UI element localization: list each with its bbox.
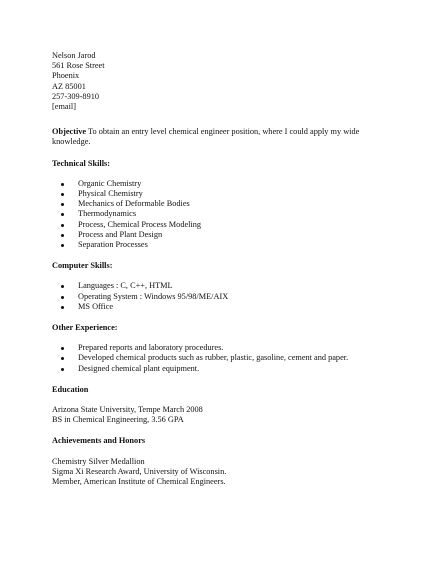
bullet-icon [61,368,64,371]
list-item: MS Office [52,302,392,312]
achievements-heading: Achievements and Honors [52,436,146,446]
bullet-icon [61,224,64,227]
list-item: Developed chemical products such as rubber, plastic, gasoline, cement and paper. [52,353,392,363]
resume-page [52,51,392,487]
bullet-icon [61,285,64,288]
list-item: Prepared reports and laboratory procedures. [52,343,392,353]
objective-label: Objective [52,127,87,137]
other-experience-heading: Other Experience: [52,323,118,333]
list-item: Languages : C, C++, HTML [52,281,392,291]
achievements-block [52,457,392,488]
list-item: Designed chemical plant equipment. [52,364,392,374]
achievement-line: Chemistry Silver Medallion [52,456,145,466]
bullet-icon [61,213,64,216]
objective-paragraph [52,127,392,147]
bullet-icon [61,193,64,196]
other-experience-list [52,343,392,374]
education-block [52,405,392,425]
bullet-icon [61,244,64,247]
bullet-icon [61,306,64,309]
list-item: Physical Chemistry [52,189,392,199]
objective-text: To obtain an entry level chemical engineer position, where I could apply my wide knowledge. [52,127,360,147]
achievement-line: Member, American Institute of Chemical Engineers. [52,477,226,487]
list-item: Thermodynamics [52,209,392,219]
contact-block [52,51,392,112]
technical-skills-heading: Technical Skills: [52,158,111,168]
bullet-icon [61,357,64,360]
computer-skills-list [52,281,392,312]
contact-email: [email] [52,102,76,112]
education-line: Arizona State University, Tempe March 2008 [52,405,203,415]
bullet-icon [61,296,64,299]
education-line: BS in Chemical Engineering, 3.56 GPA [52,415,184,425]
bullet-icon [61,234,64,237]
contact-state-zip: AZ 85001 [52,81,86,91]
list-item: Separation Processes [52,240,392,250]
list-item: Operating System : Windows 95/98/ME/AIX [52,292,392,302]
computer-skills-heading: Computer Skills: [52,261,113,271]
bullet-icon [61,347,64,350]
list-item: Process and Plant Design [52,230,392,240]
list-item: Organic Chemistry [52,179,392,189]
education-heading: Education [52,384,89,394]
achievement-line: Sigma Xi Research Award, University of Wisconsin. [52,466,227,476]
contact-name: Nelson Jarod [52,51,96,60]
list-item: Mechanics of Deformable Bodies [52,199,392,209]
contact-city: Phoenix [52,71,80,81]
list-item: Process, Chemical Process Modeling [52,220,392,230]
bullet-icon [61,203,64,206]
contact-street: 561 Rose Street [52,61,105,71]
contact-phone: 257-309-8910 [52,91,100,101]
bullet-icon [61,183,64,186]
technical-skills-list [52,179,392,250]
